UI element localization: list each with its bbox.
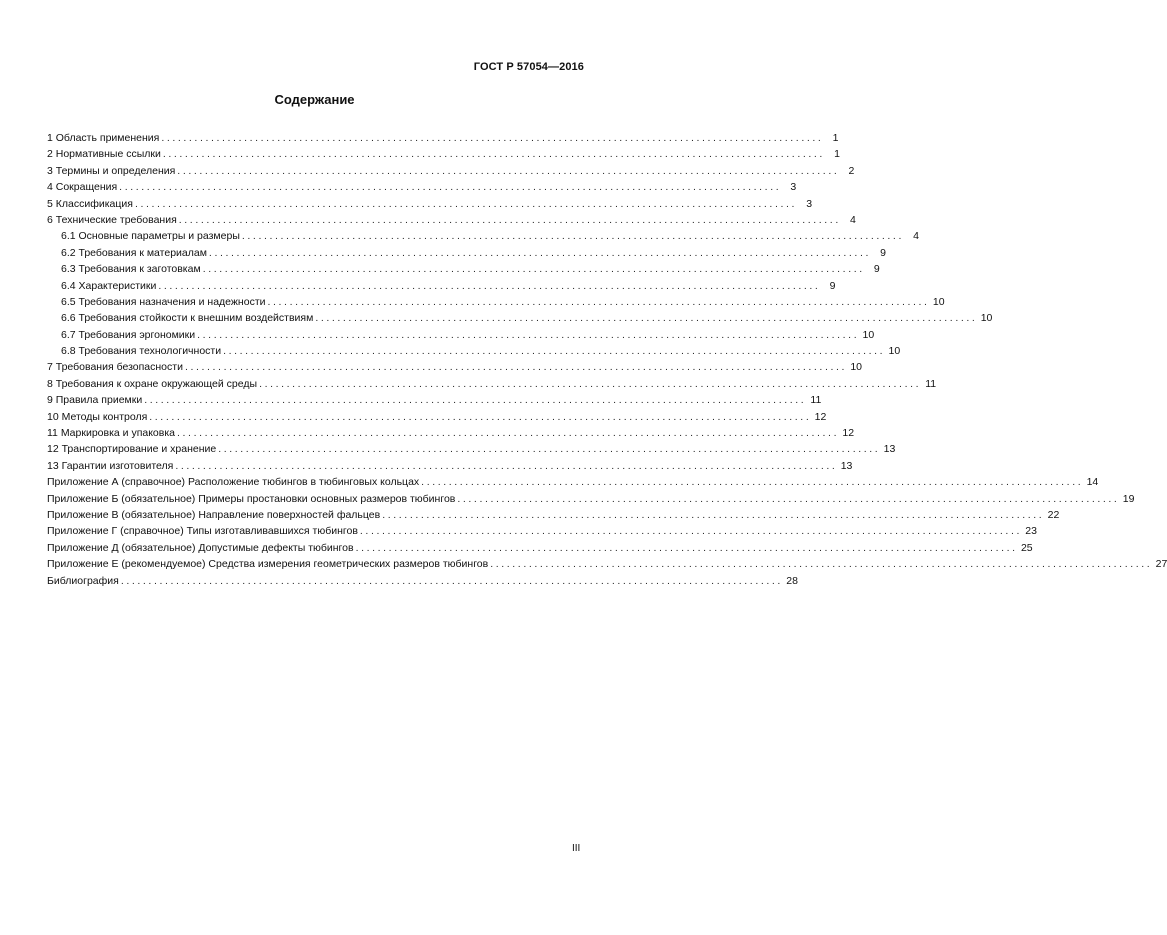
toc-entry[interactable] (47, 540, 1033, 556)
toc-entry[interactable] (47, 212, 856, 228)
toc-entry-label: Приложение Е (рекомендуемое) Средства измерения геометрических размеров тюбингов (47, 558, 489, 571)
toc-entry-label: 6.6 Требования стойкости к внешним воздействиям (61, 312, 314, 325)
dot-leader: ........................................................................................................................ (149, 410, 812, 423)
toc-entry[interactable] (47, 376, 937, 392)
toc-entry-page: 23 (1025, 525, 1037, 538)
toc-entry-label: 4 Сокращения (47, 181, 118, 194)
toc-entry[interactable] (47, 523, 1037, 539)
dot-leader: ........................................................................................................................ (382, 508, 1045, 521)
toc-entry[interactable] (47, 392, 822, 408)
toc-entry-page: 10 (932, 295, 945, 308)
toc-entry-label: 6.1 Основные параметры и размеры (61, 230, 240, 243)
toc-entry-page: 1 (832, 132, 839, 144)
toc-entry-label: 6 Технические требования (47, 213, 177, 226)
toc-entry-page: 13 (883, 443, 896, 456)
dot-leader: ........................................................................................................................ (144, 394, 807, 407)
toc-entry-label: 6.4 Характеристики (61, 279, 157, 292)
dot-leader: ........................................................................................................................ (457, 492, 1120, 505)
toc-entry-label: 12 Транспортирование и хранение (47, 443, 217, 456)
dot-leader: ........................................................................................................................ (421, 476, 1084, 489)
table-of-contents (47, 130, 1167, 589)
dot-leader: ........................................................................................................................ (223, 345, 886, 358)
toc-entry-label: Библиография (47, 574, 119, 587)
dot-leader: ........................................................................................................................ (161, 132, 824, 144)
toc-entry-label: 10 Методы контроля (47, 410, 148, 423)
toc-entry-page: 3 (790, 181, 797, 194)
dot-leader: ........................................................................................................................ (119, 181, 782, 194)
toc-entry-page: 4 (850, 213, 856, 226)
dot-leader: ........................................................................................................................ (120, 574, 783, 587)
toc-entry[interactable] (47, 196, 813, 212)
dot-leader: ........................................................................................................................ (162, 148, 825, 161)
toc-entry-label: 13 Гарантии изготовителя (47, 459, 174, 472)
toc-entry[interactable] (47, 163, 855, 179)
page-number: III (572, 843, 581, 854)
toc-entry-label: 6.8 Требования технологичности (61, 345, 222, 358)
toc-entry-page: 10 (850, 361, 863, 374)
toc-entry-label: 6.7 Требования эргономики (61, 328, 196, 341)
dot-leader: ........................................................................................................................ (178, 213, 841, 226)
toc-entry-page: 1 (834, 148, 840, 161)
toc-entry[interactable] (47, 573, 798, 589)
document-code: ГОСТ Р 57054—2016 (473, 61, 584, 73)
toc-entry[interactable] (47, 179, 797, 195)
toc-entry-page: 13 (840, 459, 853, 472)
toc-entry-page: 11 (810, 394, 822, 407)
toc-entry-page: 12 (814, 410, 827, 423)
toc-entry-label: 6.3 Требования к заготовкам (61, 263, 201, 276)
toc-entry[interactable] (47, 507, 1060, 523)
dot-leader: ........................................................................................................................ (259, 377, 922, 390)
toc-entry[interactable] (47, 327, 875, 343)
toc-entry-label: Приложение А (справочное) Расположение тюбингов в тюбинговых кольцах (47, 476, 420, 489)
toc-entry[interactable] (47, 228, 919, 244)
toc-entry-label: 2 Нормативные ссылки (47, 148, 161, 161)
toc-entry[interactable] (47, 409, 827, 425)
toc-entry-label: 8 Требования к охране окружающей среды (47, 377, 258, 390)
toc-entry-page: 25 (1020, 541, 1033, 554)
dot-leader: ........................................................................................................................ (158, 279, 821, 292)
dot-leader: ........................................................................................................................ (184, 361, 848, 374)
toc-entry-page: 10 (980, 312, 993, 325)
dot-leader: ........................................................................................................................ (134, 197, 798, 210)
toc-entry[interactable] (47, 310, 993, 326)
dot-leader: ........................................................................................................................ (359, 525, 1022, 538)
dot-leader: ........................................................................................................................ (267, 295, 930, 308)
toc-entry[interactable] (47, 425, 855, 441)
dot-leader: ........................................................................................................................ (177, 164, 840, 177)
dot-leader: ........................................................................................................................ (241, 230, 904, 243)
dot-leader: ........................................................................................................................ (490, 558, 1153, 571)
toc-entry[interactable] (47, 343, 901, 359)
toc-entry-page: 9 (880, 246, 886, 259)
toc-entry-page: 10 (888, 345, 901, 358)
toc-entry-label: Приложение В (обязательное) Направление поверхностей фальцев (47, 508, 381, 521)
toc-entry-label: 3 Термины и определения (47, 164, 176, 177)
toc-entry-page: 3 (806, 197, 813, 210)
toc-entry-page: 4 (913, 230, 919, 243)
toc-entry-page: 2 (848, 164, 855, 177)
toc-entry-label: 5 Классификация (47, 197, 133, 210)
toc-entry-page: 22 (1047, 508, 1060, 521)
toc-entry-page: 27 (1155, 558, 1167, 571)
dot-leader: ........................................................................................................................ (197, 328, 860, 341)
toc-entry-page: 19 (1122, 492, 1135, 505)
toc-entry-page: 12 (842, 427, 855, 440)
toc-entry-label: 6.5 Требования назначения и надежности (61, 295, 266, 308)
toc-entry-label: Приложение Д (обязательное) Допустимые дефекты тюбингов (47, 541, 354, 554)
toc-entry-label: 7 Требования безопасности (47, 361, 183, 374)
toc-entry-label: 1 Область применения (47, 132, 160, 144)
toc-entry[interactable] (47, 458, 853, 474)
dot-leader: ........................................................................................................................ (218, 443, 881, 456)
toc-title: Содержание (274, 92, 355, 107)
dot-leader: ........................................................................................................................ (315, 312, 978, 325)
toc-entry[interactable] (47, 261, 880, 277)
toc-entry[interactable] (47, 245, 886, 261)
toc-entry-page: 11 (925, 377, 937, 390)
toc-entry-label: 11 Маркировка и упаковка (47, 427, 176, 440)
toc-entry-page: 10 (862, 328, 875, 341)
toc-entry[interactable] (47, 130, 839, 146)
toc-entry-page: 9 (829, 279, 836, 292)
dot-leader: ........................................................................................................................ (355, 541, 1018, 554)
toc-entry[interactable] (47, 359, 863, 375)
toc-entry[interactable] (47, 146, 840, 162)
toc-entry[interactable] (47, 491, 1135, 507)
toc-entry[interactable] (47, 294, 945, 310)
toc-entry-page: 14 (1086, 476, 1099, 489)
toc-entry-label: 6.2 Требования к материалам (61, 246, 207, 259)
toc-entry[interactable] (47, 278, 836, 294)
dot-leader: ........................................................................................................................ (202, 263, 865, 276)
toc-entry[interactable] (47, 441, 896, 457)
dot-leader: ........................................................................................................................ (175, 459, 838, 472)
dot-leader: ........................................................................................................................ (177, 427, 840, 440)
toc-entry[interactable] (47, 556, 1167, 572)
toc-entry-label: Приложение Б (обязательное) Примеры простановки основных размеров тюбингов (47, 492, 456, 505)
toc-entry-label: Приложение Г (справочное) Типы изготавливавшихся тюбингов (47, 525, 358, 538)
toc-entry-page: 28 (786, 574, 798, 587)
toc-entry-page: 9 (873, 263, 880, 276)
toc-entry[interactable] (47, 474, 1099, 490)
toc-entry-label: 9 Правила приемки (47, 394, 143, 407)
dot-leader: ........................................................................................................................ (208, 246, 871, 259)
